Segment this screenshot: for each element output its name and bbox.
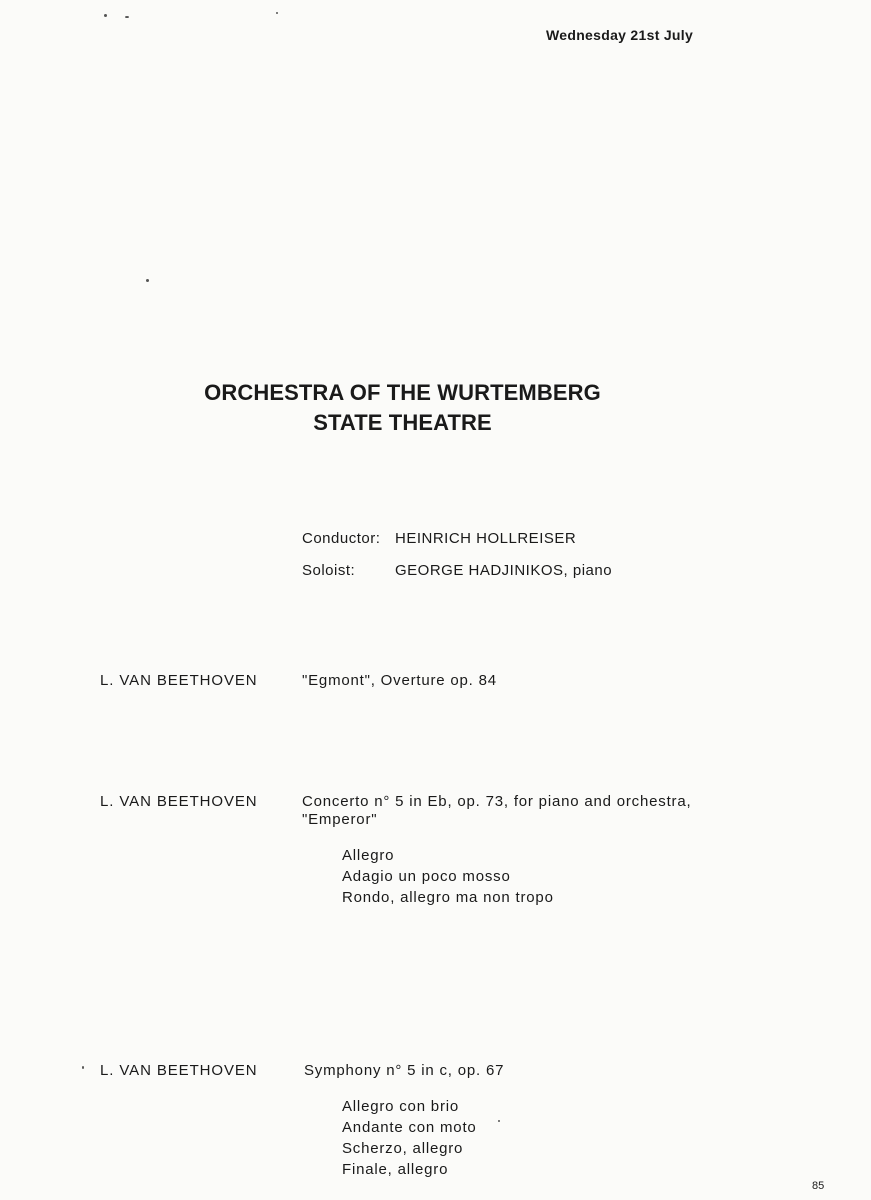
scan-speck: [276, 12, 278, 14]
movement-item: Finale, allegro: [342, 1161, 449, 1178]
soloist-name: GEORGE HADJINIKOS, piano: [395, 562, 613, 579]
movement-item: Rondo, allegro ma non tropo: [342, 889, 554, 906]
composer-name: L. VAN BEETHOVEN: [100, 793, 258, 810]
movement-item: Andante con moto: [342, 1119, 477, 1136]
scan-speck: [498, 1120, 500, 1122]
work-title-line-2: "Emperor": [302, 811, 378, 828]
movement-item: Scherzo, allegro: [342, 1140, 464, 1157]
title-line-2: STATE THEATRE: [313, 410, 492, 435]
scan-speck: [146, 279, 149, 282]
concert-date: Wednesday 21st July: [546, 27, 694, 43]
conductor-name: HEINRICH HOLLREISER: [395, 530, 577, 547]
work-title: Concerto n° 5 in Eb, op. 73, for piano and orchestra,: [302, 793, 692, 810]
movement-item: Adagio un poco mosso: [342, 868, 511, 885]
work-title: "Egmont", Overture op. 84: [302, 672, 497, 689]
page-number: 85: [812, 1180, 825, 1192]
soloist-label: Soloist:: [302, 562, 356, 579]
scan-speck: [125, 16, 129, 18]
work-title: Symphony n° 5 in c, op. 67: [304, 1062, 505, 1079]
movement-list: [342, 1096, 477, 1180]
composer-name: L. VAN BEETHOVEN: [100, 1062, 258, 1079]
scan-speck: [82, 1066, 84, 1069]
movement-item: Allegro con brio: [342, 1098, 460, 1115]
page-title: [150, 378, 655, 438]
movement-item: Allegro: [342, 847, 395, 864]
movement-list: [342, 845, 554, 908]
conductor-label: Conductor:: [302, 530, 381, 547]
scan-speck: [104, 14, 107, 17]
composer-name: L. VAN BEETHOVEN: [100, 672, 258, 689]
title-line-1: ORCHESTRA OF THE WURTEMBERG: [204, 380, 601, 405]
